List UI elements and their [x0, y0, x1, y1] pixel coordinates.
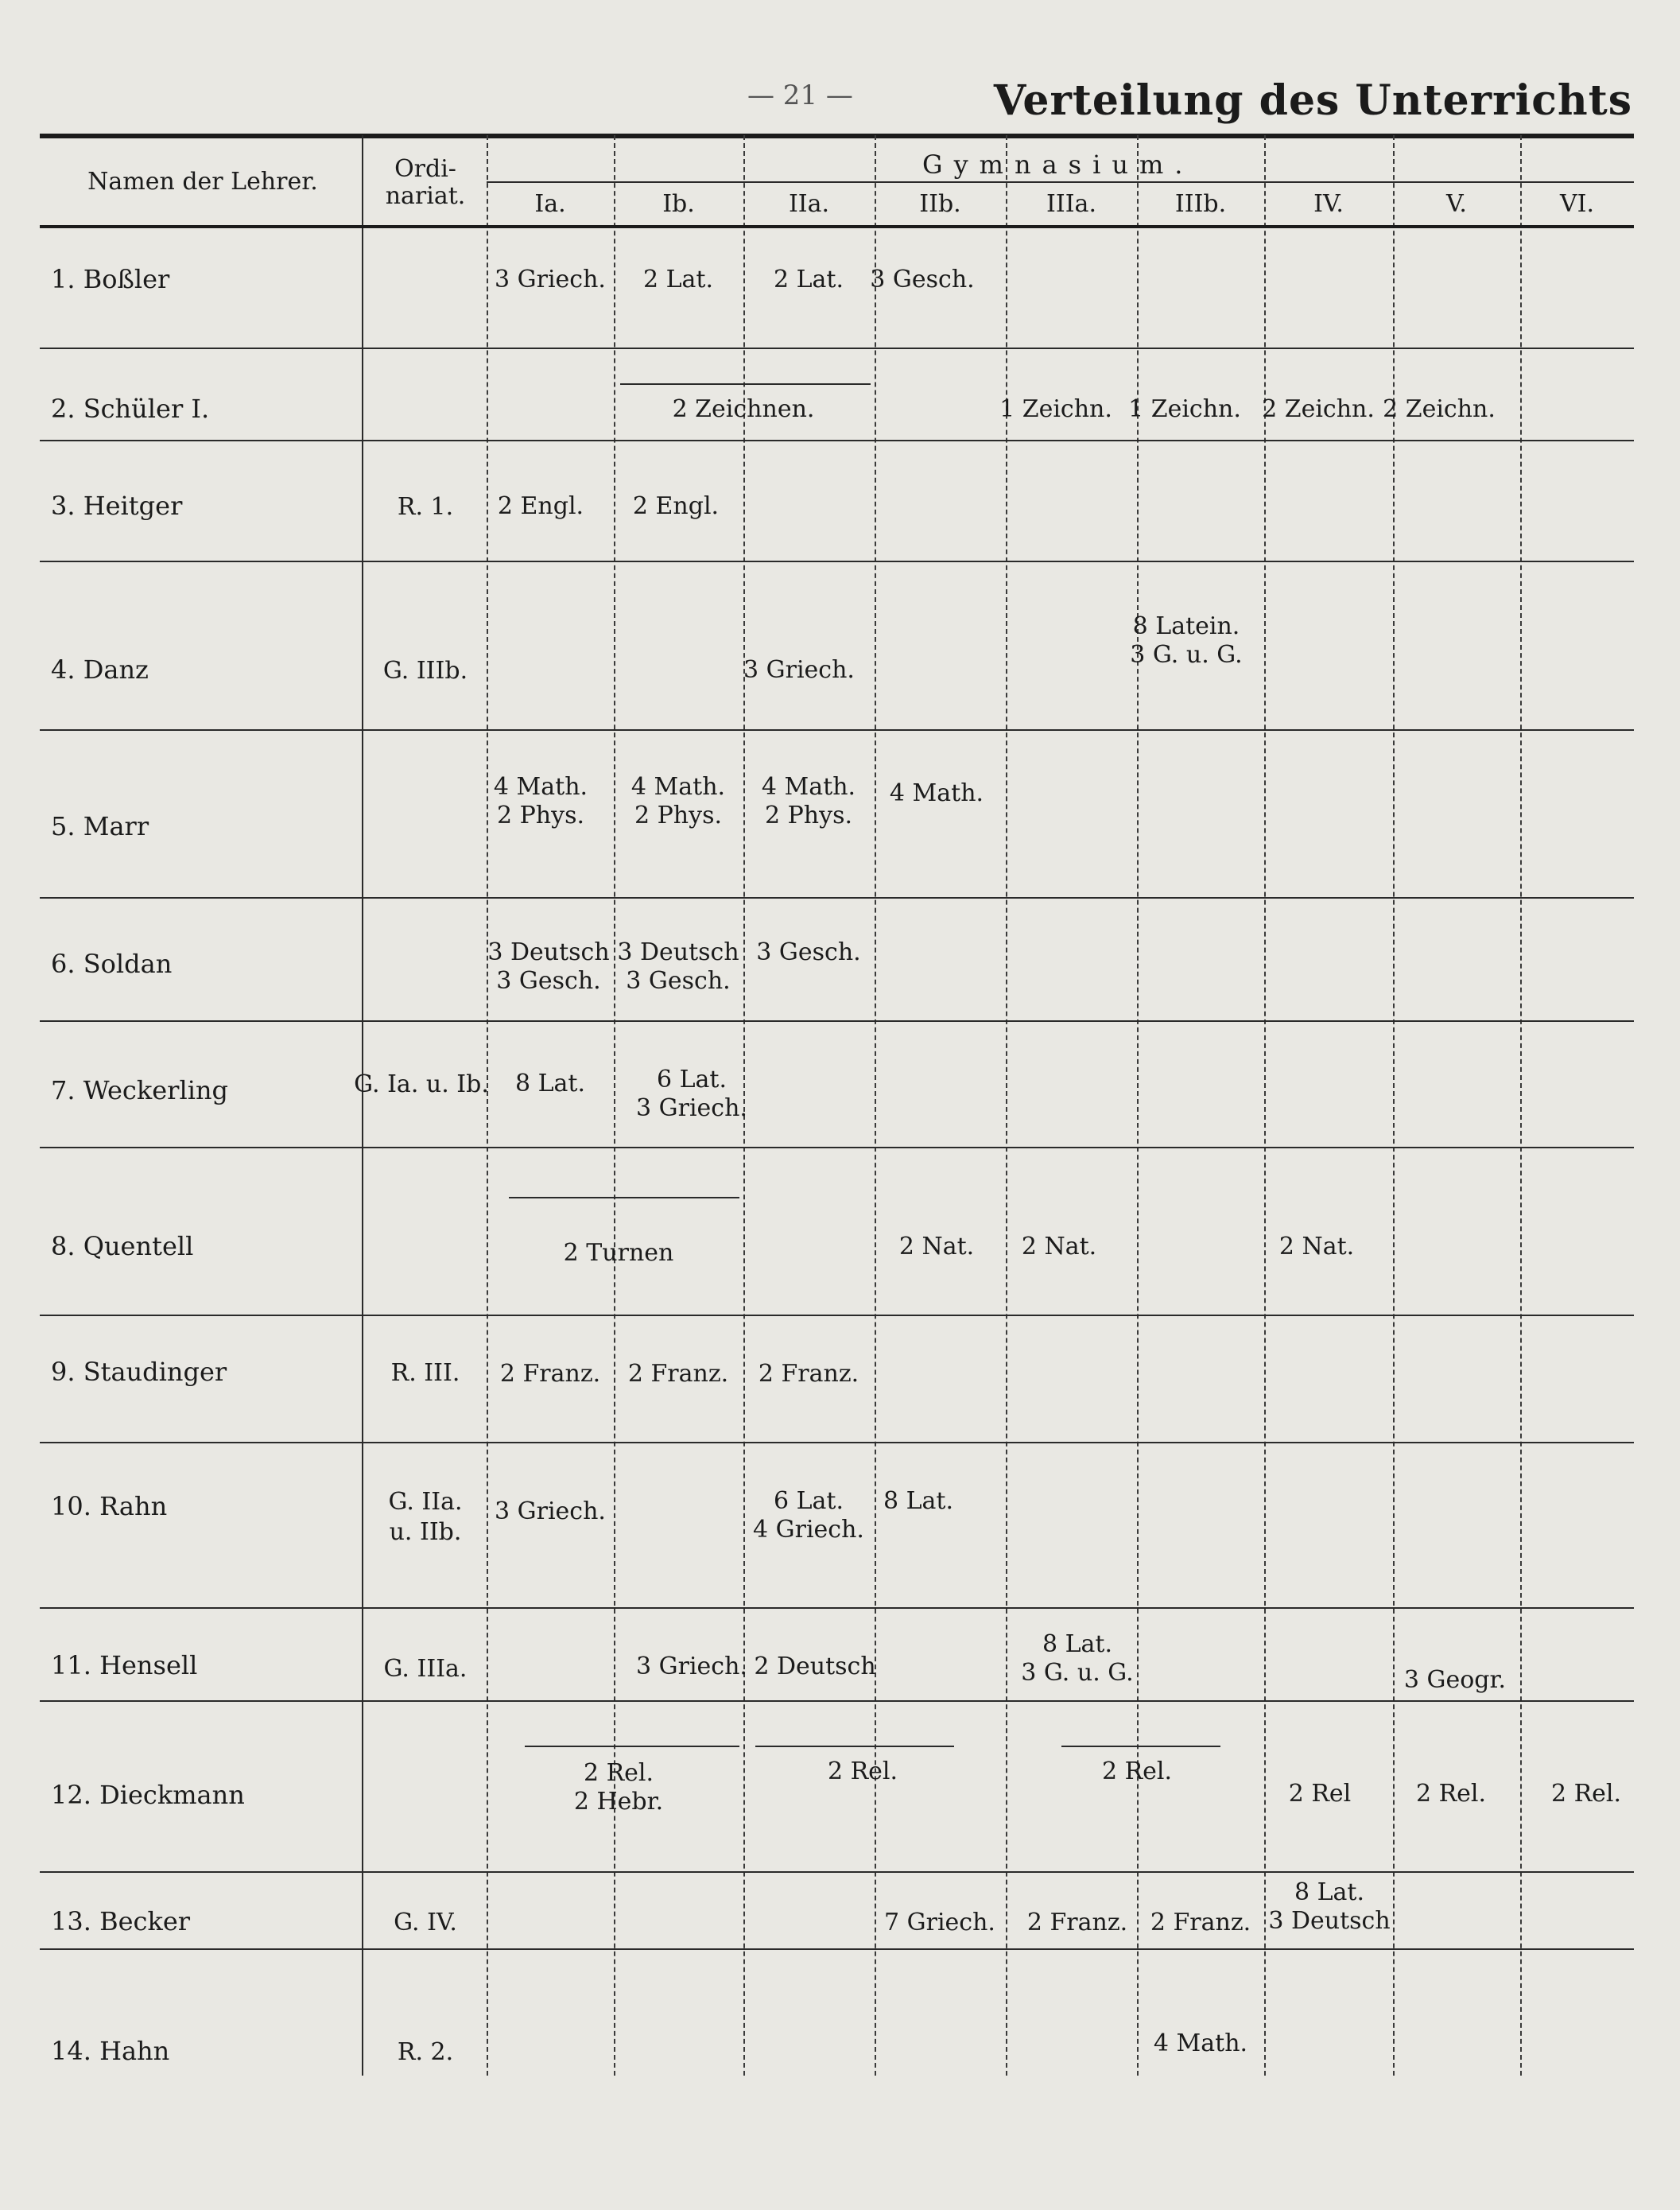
lesson-cell: 2 Rel.	[827, 1758, 898, 1785]
teacher-name: 14. Hahn	[51, 2036, 170, 2066]
span-brace	[1061, 1746, 1220, 1747]
lesson-cell: 2 Nat.	[1021, 1233, 1097, 1260]
lesson-cell: 3 Gesch.	[756, 938, 861, 966]
lesson-cell: 3 Griech.	[495, 266, 606, 293]
lesson-cell: 4 Math.	[1153, 2029, 1248, 2057]
row-separator	[40, 440, 1634, 441]
ordinariat-cell: R. 1.	[397, 493, 454, 521]
lesson-cell: 2 Engl.	[497, 492, 584, 520]
row-separator	[40, 897, 1634, 899]
lesson-cell: 2 Deutsch	[754, 1653, 876, 1680]
lesson-cell: 4 Math. 2 Phys.	[493, 773, 588, 829]
lesson-cell: 2 Nat.	[1278, 1233, 1355, 1260]
row-separator	[40, 1147, 1634, 1148]
ordinariat-cell: G. IV.	[394, 1909, 457, 1936]
lesson-cell: 3 Deutsch 3 Gesch.	[617, 938, 739, 995]
page-number: — 21 —	[747, 80, 853, 111]
span-brace	[620, 383, 871, 385]
lesson-cell: 2 Engl.	[632, 492, 720, 520]
lesson-cell: 2 Franz.	[499, 1360, 601, 1388]
lesson-cell: 2 Nat.	[898, 1233, 975, 1260]
lesson-cell: 6 Lat. 3 Griech.	[636, 1066, 747, 1122]
lesson-cell: 3 Griech.	[495, 1497, 606, 1525]
lesson-cell: 2 Franz.	[627, 1360, 729, 1388]
lesson-cell: 8 Lat. 3 G. u. G.	[1021, 1630, 1134, 1687]
col-divider	[1393, 135, 1395, 2076]
teacher-name: 4. Danz	[51, 654, 149, 685]
row-separator	[40, 1315, 1634, 1316]
row-separator	[40, 729, 1634, 731]
header-ordinariat: Ordi- nariat.	[385, 155, 466, 210]
teacher-name: 11. Hensell	[51, 1650, 198, 1680]
teacher-name: 3. Heitger	[51, 491, 183, 521]
ordinariat-cell: R. 2.	[397, 2038, 454, 2066]
teacher-name: 12. Dieckmann	[51, 1780, 245, 1810]
lesson-cell: 2 Rel	[1288, 1780, 1352, 1808]
lesson-cell: 3 Griech.	[743, 656, 855, 684]
lesson-cell: 6 Lat. 4 Griech.	[753, 1487, 864, 1544]
col-divider	[362, 135, 363, 2076]
lesson-cell: 4 Math. 2 Phys.	[630, 773, 726, 829]
top-rule	[40, 134, 1634, 138]
header-bottom-rule	[40, 225, 1634, 228]
header-teacher: Namen der Lehrer.	[87, 168, 318, 196]
lesson-cell: 2 Rel.	[1101, 1758, 1173, 1785]
col-divider	[487, 135, 488, 2076]
row-separator	[40, 1948, 1634, 1950]
header-class-Ib: Ib.	[662, 190, 695, 218]
ordinariat-cell: G. IIa. u. IIb.	[388, 1488, 463, 1546]
row-separator	[40, 1442, 1634, 1443]
col-divider	[1264, 135, 1266, 2076]
lesson-cell: 8 Lat. 3 Deutsch	[1268, 1878, 1391, 1935]
row-separator	[40, 561, 1634, 562]
gymnasium-underline	[487, 181, 1634, 183]
teacher-name: 2. Schüler I.	[51, 394, 210, 424]
teacher-name: 8. Quentell	[51, 1231, 194, 1261]
ordinariat-cell: R. III.	[390, 1359, 460, 1387]
row-separator	[40, 1871, 1634, 1873]
teacher-name: 13. Becker	[51, 1906, 191, 1936]
lesson-cell: 8 Latein. 3 G. u. G.	[1130, 612, 1243, 669]
lesson-cell: 2 Lat.	[773, 266, 844, 293]
lesson-cell: 2 Franz.	[1150, 1909, 1251, 1936]
lesson-cell: 1 Zeichn.	[1128, 395, 1241, 423]
lesson-cell: 4 Math.	[889, 779, 984, 807]
lesson-cell: 3 Deutsch 3 Gesch.	[487, 938, 610, 995]
lesson-cell: 3 Gesch.	[870, 266, 975, 293]
lesson-cell: 2 Rel. 2 Hebr.	[573, 1759, 664, 1816]
header-class-IIIb: IIIb.	[1174, 190, 1227, 218]
col-divider	[1520, 135, 1522, 2076]
header-class-IV: IV.	[1313, 190, 1344, 218]
lesson-cell: 2 Lat.	[642, 266, 714, 293]
teacher-name: 1. Boßler	[51, 264, 170, 294]
header-gymnasium: Gymnasium.	[922, 150, 1194, 180]
header-class-V: V.	[1446, 190, 1467, 218]
header-class-Ia: Ia.	[534, 190, 566, 218]
teacher-name: 5. Marr	[51, 811, 149, 841]
header-class-VI: VI.	[1559, 190, 1595, 218]
lesson-cell: 2 Zeichn.	[1383, 395, 1496, 423]
row-separator	[40, 1700, 1634, 1702]
header-class-IIa: IIa.	[788, 190, 830, 218]
header-class-IIIa: IIIa.	[1046, 190, 1096, 218]
lesson-cell: 2 Turnen	[563, 1239, 674, 1267]
row-separator	[40, 1607, 1634, 1609]
lesson-cell: 3 Griech.	[636, 1653, 747, 1680]
teacher-name: 10. Rahn	[51, 1491, 168, 1521]
lesson-cell: 8 Lat.	[883, 1487, 954, 1515]
teacher-name: 9. Staudinger	[51, 1357, 227, 1387]
span-brace	[525, 1746, 739, 1747]
page-title: Verteilung des Unterrichts	[993, 76, 1632, 125]
lesson-cell: 2 Zeichn.	[1262, 395, 1375, 423]
row-separator	[40, 348, 1634, 349]
lesson-cell: 3 Geogr.	[1403, 1666, 1507, 1694]
span-brace	[755, 1746, 954, 1747]
lesson-cell: 7 Griech.	[884, 1909, 995, 1936]
ordinariat-cell: G. IIIa.	[383, 1655, 468, 1683]
ordinariat-cell: G. Ia. u. Ib.	[354, 1070, 489, 1098]
span-brace	[509, 1197, 739, 1198]
lesson-cell: 4 Math. 2 Phys.	[761, 773, 856, 829]
teacher-name: 6. Soldan	[51, 949, 173, 979]
teacher-name: 7. Weckerling	[51, 1075, 229, 1105]
ordinariat-cell: G. IIIb.	[382, 657, 468, 685]
col-divider	[1006, 135, 1007, 2076]
lesson-cell: 2 Zeichnen.	[672, 395, 815, 423]
lesson-cell: 2 Rel.	[1415, 1780, 1487, 1808]
row-separator	[40, 1020, 1634, 1022]
lesson-cell: 2 Rel.	[1550, 1780, 1622, 1808]
lesson-cell: 1 Zeichn.	[999, 395, 1112, 423]
lesson-cell: 2 Franz.	[1026, 1909, 1128, 1936]
lesson-cell: 2 Franz.	[758, 1360, 859, 1388]
header-class-IIb: IIb.	[919, 190, 961, 218]
lesson-cell: 8 Lat.	[514, 1070, 586, 1097]
